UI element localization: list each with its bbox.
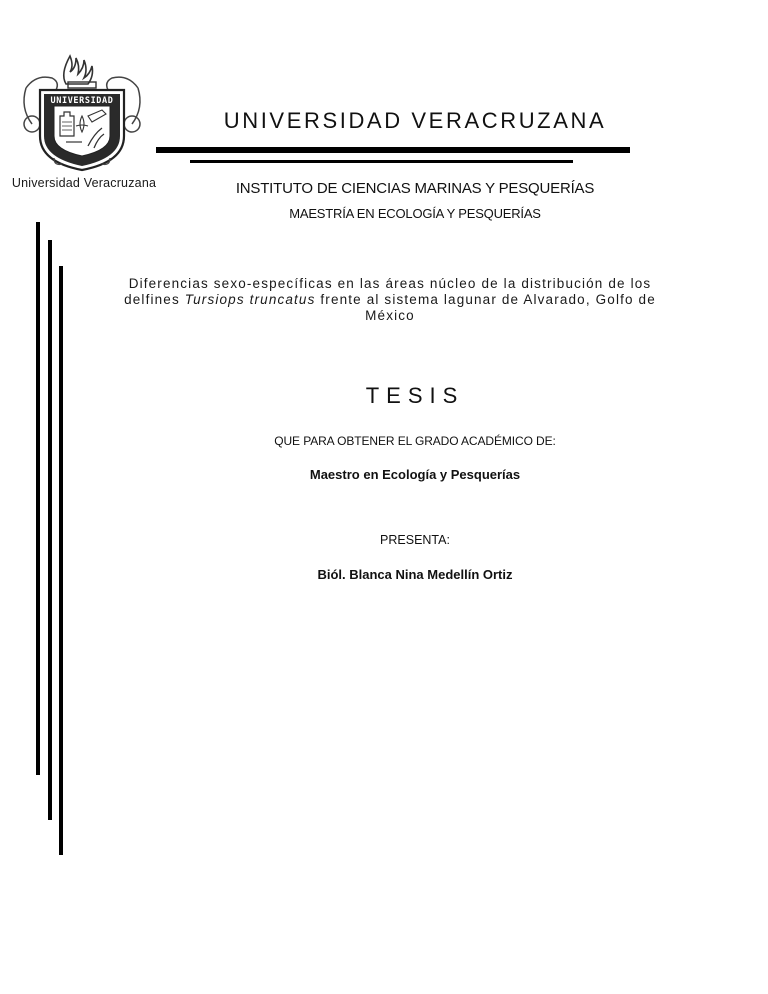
thesis-title-part2: frente al sistema lagunar de Alvarado, Golfo de México xyxy=(315,292,656,323)
decorative-bar-2 xyxy=(48,240,52,820)
document-type: TESIS xyxy=(365,383,465,408)
header-rule-thick xyxy=(156,147,630,153)
institute-name: INSTITUTO DE CIENCIAS MARINAS Y PESQUERÍAS xyxy=(235,180,595,197)
thesis-title xyxy=(110,276,670,324)
university-name: UNIVERSIDAD VERACRUZANA xyxy=(223,108,607,133)
svg-text:UNIVERSIDAD: UNIVERSIDAD xyxy=(50,96,114,106)
logo-caption: Universidad Veracruzana xyxy=(11,176,157,190)
degree-purpose: QUE PARA OBTENER EL GRADO ACADÉMICO DE: xyxy=(274,434,556,448)
thesis-title-part1: Diferencias sexo-específicas en las áreas núcleo de la distribución de los delfines xyxy=(124,276,652,307)
degree-name: Maestro en Ecología y Pesquerías xyxy=(309,467,521,482)
decorative-bar-3 xyxy=(59,266,63,855)
university-crest-icon xyxy=(18,52,146,174)
species-name: Tursiops truncatus xyxy=(184,292,316,307)
presenta-label: PRESENTA: xyxy=(380,533,450,547)
university-logo xyxy=(18,52,146,174)
author-name: Biól. Blanca Nina Medellín Ortiz xyxy=(317,567,513,582)
decorative-bar-1 xyxy=(36,222,40,775)
program-name: MAESTRÍA EN ECOLOGÍA Y PESQUERÍAS xyxy=(289,206,541,221)
header-rule-thin xyxy=(190,160,573,163)
